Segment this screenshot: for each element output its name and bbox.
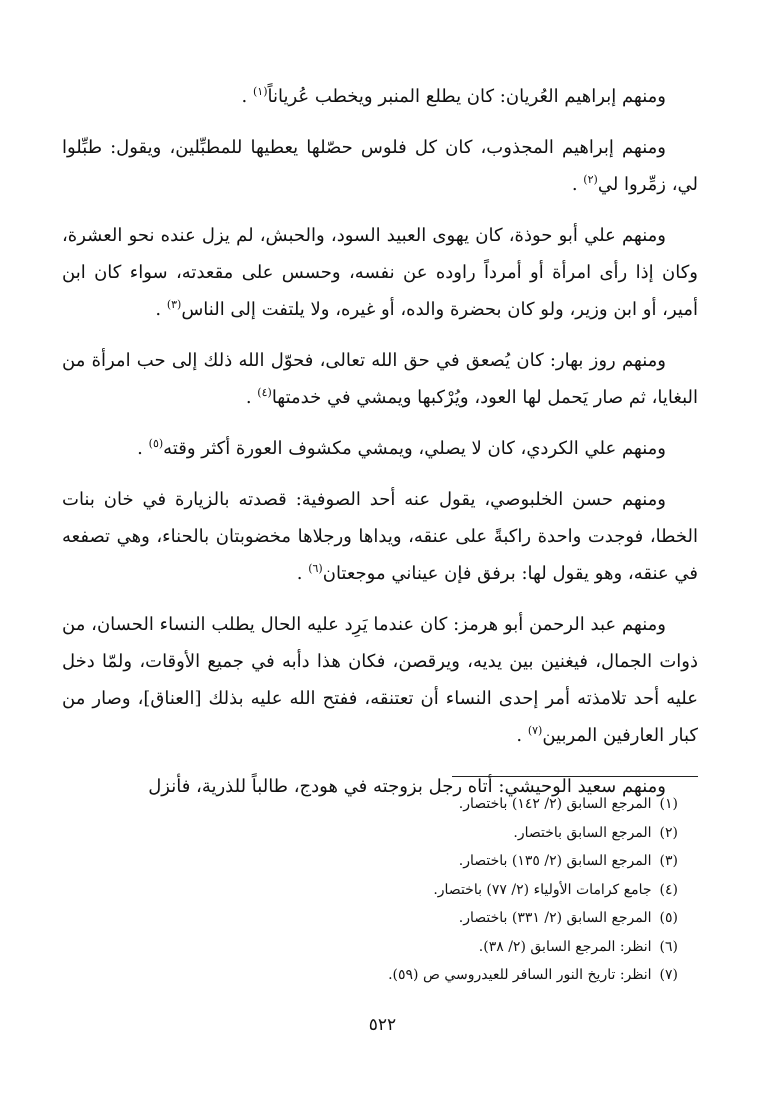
paragraph-end: . bbox=[137, 438, 143, 459]
footnote-ref: (٦) bbox=[308, 562, 323, 575]
footnote-item bbox=[62, 819, 678, 848]
paragraph-end: . bbox=[516, 725, 523, 746]
footnote-text: جامع كرامات الأولياء (٢/ ٧٧) باختصار. bbox=[433, 881, 652, 898]
footnote-ref: (٥) bbox=[148, 437, 164, 450]
paragraph-text: ومنهم إبراهيم المجذوب، كان كل فلوس حصّلها يعطيها للمطبِّلين، ويقول: طبِّلوا لي، زمِّروا لي bbox=[62, 137, 698, 195]
paragraph-end: . bbox=[296, 563, 303, 584]
footnote-text: المرجع السابق (٢/ ٣٣١) باختصار. bbox=[458, 910, 652, 926]
footnote-number: (٣) bbox=[659, 853, 678, 869]
paragraph-text: ومنهم سعيد الوحيشي: أتاه رجل بزوجته في هودج، طالباً للذرية، فأنزل bbox=[148, 776, 666, 797]
paragraph-end: . bbox=[241, 86, 248, 107]
paragraph-text: ومنهم إبراهيم العُريان: كان يطلع المنبر ويخطب عُرياناً bbox=[267, 86, 666, 107]
paragraph bbox=[62, 606, 698, 754]
paragraph bbox=[62, 481, 698, 592]
footnote-ref: (٢) bbox=[583, 173, 598, 186]
footnotes bbox=[62, 790, 698, 990]
paragraph bbox=[62, 342, 698, 416]
footnote-ref: (٧) bbox=[527, 724, 543, 737]
footnote-ref: (١) bbox=[252, 85, 268, 98]
paragraph-end: . bbox=[155, 299, 162, 320]
footnote-text: المرجع السابق باختصار. bbox=[513, 824, 652, 841]
footnote-number: (٧) bbox=[659, 967, 678, 983]
footnote-ref: (٤) bbox=[257, 386, 272, 399]
paragraph-end: . bbox=[245, 387, 252, 408]
footnote-item bbox=[62, 790, 678, 819]
footnote-item bbox=[62, 847, 678, 876]
footnote-number: (١) bbox=[659, 796, 678, 812]
footnote-item bbox=[62, 876, 678, 905]
page-number: ٥٢٢ bbox=[368, 1015, 397, 1035]
footnote-item bbox=[62, 961, 678, 990]
paragraph-end: . bbox=[571, 174, 578, 195]
footnote-text: المرجع السابق (٢/ ١٣٥) باختصار. bbox=[458, 853, 652, 869]
footnote-ref: (٣) bbox=[166, 298, 182, 311]
footnote-text: انظر: تاريخ النور السافر للعيدروسي ص (٥٩). bbox=[388, 967, 652, 983]
footnote-number: (٦) bbox=[659, 938, 678, 955]
paragraph bbox=[62, 217, 698, 328]
footnote-item bbox=[62, 904, 678, 933]
footnote-text: المرجع السابق (٢/ ١٤٢) باختصار. bbox=[458, 796, 652, 812]
paragraph-text: ومنهم عبد الرحمن أبو هرمز: كان عندما يَرِد عليه الحال يطلب النساء الحسان، من ذوات الجمال، فيغنين بين يديه، ويرقصن، فكان هذا دأبه في جميع الأوقات، ولمّا دخل عليه أحد تلامذته أمر إحدى النساء أن تعتنقه، ففتح الله عليه بذلك [العناق]، وصار من كبار العارفين المربين bbox=[62, 614, 698, 746]
paragraph bbox=[62, 78, 698, 115]
footnote-item bbox=[62, 933, 678, 962]
paragraph bbox=[62, 129, 698, 203]
paragraph-text: ومنهم حسن الخلبوصي، يقول عنه أحد الصوفية: قصدته بالزيارة في خان بنات الخطا، فوجدت واحدة راكبةً على عنقه، ويداها ورجلاها مخضوبتان بالحناء، وهي تصفعه في عنقه، وهو يقول لها: برفق فإن عيناني موجعتان bbox=[62, 489, 698, 584]
footnote-text: انظر: المرجع السابق (٢/ ٣٨). bbox=[478, 938, 652, 955]
footnote-number: (٤) bbox=[659, 881, 678, 898]
footnote-separator bbox=[452, 776, 698, 777]
footnote-number: (٢) bbox=[659, 824, 678, 841]
paragraph bbox=[62, 430, 698, 467]
paragraph-text: ومنهم روز بهار: كان يُصعق في حق الله تعالى، فحوّل الله ذلك إلى حب امرأة من البغايا، ثم صار يَحمل لها العود، ويُرْكبها ويمشي في خدمتها bbox=[62, 350, 698, 408]
paragraph-text: ومنهم علي الكردي، كان لا يصلي، ويمشي مكشوف العورة أكثر وقته bbox=[163, 438, 666, 459]
main-text bbox=[62, 78, 698, 819]
paragraph-text: ومنهم علي أبو حوذة، كان يهوى العبيد السود، والحبش، لم يزل عنده نحو العشرة، وكان إذا رأى امرأة أو أمرداً راوده عن نفسه، وحسس على مقعدته، سواء كان ابن أمير، أو ابن وزير، ولو كان بحضرة والده، أو غيره، ولا يلتفت إلى الناس bbox=[62, 225, 698, 320]
footnote-number: (٥) bbox=[659, 910, 678, 926]
